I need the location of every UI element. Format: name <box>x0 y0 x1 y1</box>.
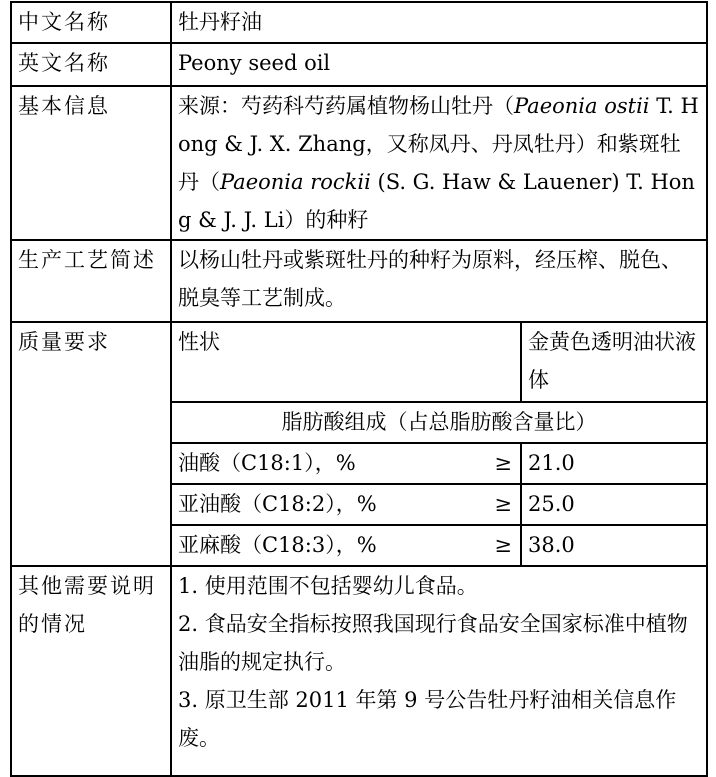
value-other <box>171 566 707 776</box>
source-text-3: (S. G. Haw & Lauener) T. Hong & J. J. Li）的种籽 <box>178 170 695 232</box>
spec-table <box>10 1 708 777</box>
fatty-acid-label: 油酸（C18:1），% <box>178 451 356 475</box>
fatty-acid-label: 亚麻酸（C18:3），% <box>178 533 377 557</box>
property-label: 性状 <box>171 322 521 402</box>
row-process <box>11 240 707 322</box>
row-basic-info <box>11 86 707 240</box>
value-basic-info <box>171 86 707 240</box>
fatty-acid-name <box>171 443 521 484</box>
fatty-acid-name <box>171 525 521 566</box>
source-text-1: 来源：芍药科芍药属植物杨山牡丹（ <box>178 94 514 118</box>
row-english-name <box>11 43 707 86</box>
operator-gte: ≥ <box>494 451 512 475</box>
value-chinese-name: 牡丹籽油 <box>171 2 707 43</box>
label-process: 生产工艺简述 <box>11 240 171 322</box>
fatty-acid-value: 25.0 <box>521 484 707 525</box>
label-other: 其他需要说明的情况 <box>11 566 171 776</box>
note-item: 1. 使用范围不包括婴幼儿食品。 <box>178 574 478 598</box>
property-value: 金黄色透明油状液体 <box>521 322 707 402</box>
operator-gte: ≥ <box>494 492 512 516</box>
fatty-acid-name <box>171 484 521 525</box>
fatty-acid-header: 脂肪酸组成（占总脂肪酸含量比） <box>171 402 707 443</box>
value-english-name: Peony seed oil <box>171 43 707 86</box>
row-quality-property <box>11 322 707 402</box>
label-basic-info: 基本信息 <box>11 86 171 240</box>
fatty-acid-label: 亚油酸（C18:2），% <box>178 492 377 516</box>
operator-gte: ≥ <box>494 533 512 557</box>
row-chinese-name <box>11 2 707 43</box>
value-process: 以杨山牡丹或紫斑牡丹的种籽为原料，经压榨、脱色、脱臭等工艺制成。 <box>171 240 707 322</box>
note-item: 2. 食品安全指标按照我国现行食品安全国家标准中植物油脂的规定执行。 <box>178 612 688 674</box>
label-chinese-name: 中文名称 <box>11 2 171 43</box>
row-other <box>11 566 707 776</box>
fatty-acid-value: 38.0 <box>521 525 707 566</box>
species-name-2: Paeonia rockii <box>220 170 371 194</box>
label-quality: 质量要求 <box>11 322 171 566</box>
source-text-2: T. Hong & J. X. Zhang，又称凤丹、丹凤牡丹）和紫斑牡丹（ <box>178 94 699 194</box>
fatty-acid-value: 21.0 <box>521 443 707 484</box>
note-item: 3. 原卫生部 2011 年第 9 号公告牡丹籽油相关信息作废。 <box>178 688 677 750</box>
document <box>10 1 706 777</box>
label-english-name: 英文名称 <box>11 43 171 86</box>
species-name-1: Paeonia ostii <box>514 94 650 118</box>
